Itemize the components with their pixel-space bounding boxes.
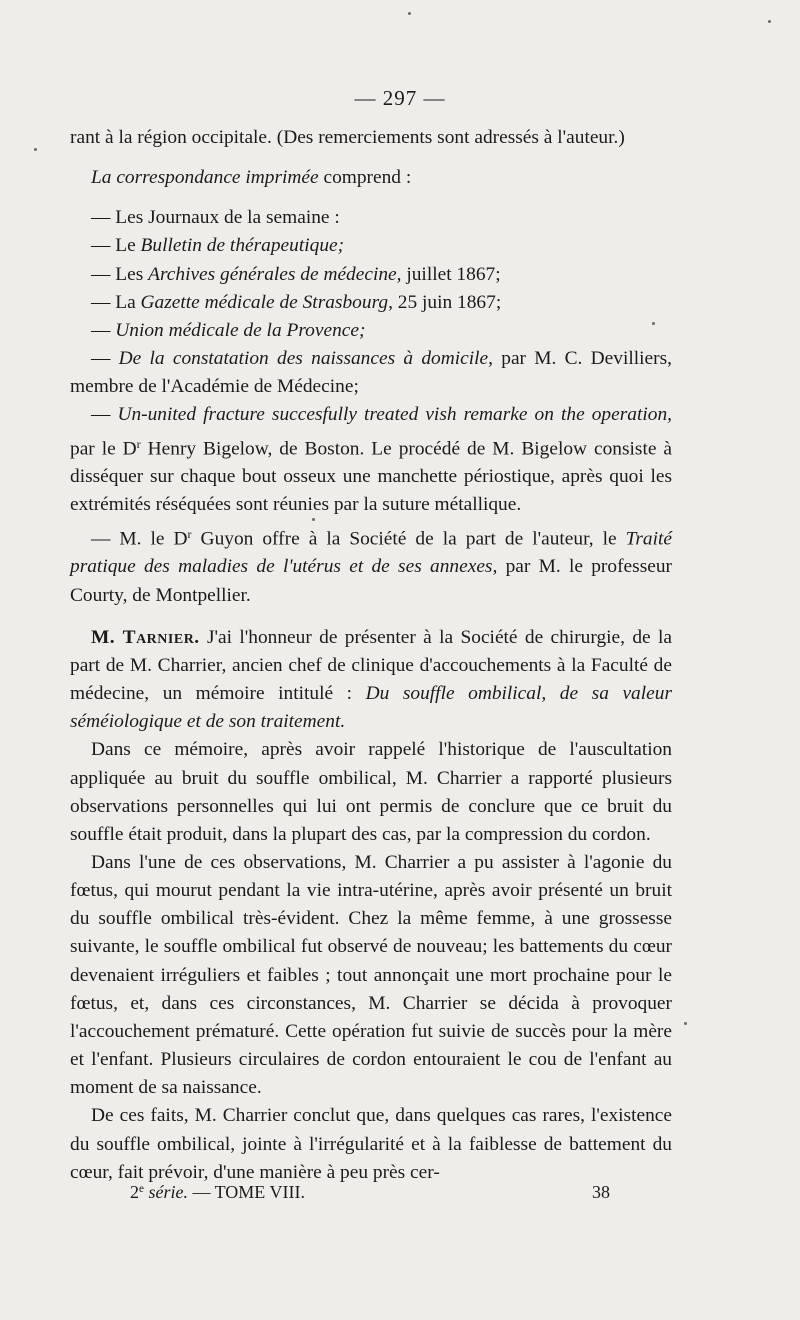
body-text — [70, 124, 672, 1187]
list-item-bigelow — [70, 401, 672, 519]
italic-text: Union médicale de la Provence; — [115, 319, 366, 341]
list-item-journaux: — Les Journaux de la semaine : — [91, 207, 340, 229]
text-run: Henry Bigelow, de Boston. Le procédé de M. Bigelow consiste à disséquer sur chaque bout osseux une manchette périostique, après quoi les extrémités réséquées sont réunies par la suture métallique. — [70, 438, 673, 516]
list-item-archives — [70, 261, 672, 289]
italic-text: Un-united fracture succesfully treated vish remarke on the operation, — [117, 404, 672, 426]
paragraph-observations: Dans l'une de ces observations, M. Charrier a pu assister à l'agonie du fœtus, qui mourut pendant la vie intra-utérine, après avoir présenté un bruit du souffle ombilical très-évident. Chez la même femme, à une grossesse suivante, le souffle ombilical fut observé de nouveau; les battements du cœur devenaient irréguliers et faibles ; tout annonçait une mort prochaine pour le fœtus, et, dans ces circonstances, M. Charrier se décida à provoquer l'accouchement prématuré. Cette opération fut suivie de succès pour la mère et l'enfant. Plusieurs circulaires de cordon entouraient le cou de l'enfant au moment de sa naissance. — [70, 851, 672, 1099]
list-item-gazette — [70, 289, 672, 317]
text-run: par M. C. Devilliers, membre de l'Académie de Médecine; — [70, 348, 672, 398]
series-word: série. — [143, 1182, 188, 1202]
text-run: — — [91, 348, 119, 370]
text-run: Guyon offre à la Société de la part de l'auteur, le — [191, 528, 626, 550]
list-item-constatation — [70, 345, 672, 401]
list-item-bulletin — [70, 232, 672, 260]
text-run: J'ai l'honneur de présenter à la Société de chirurgie, de la part de M. Charrier, ancien chef de clinique d'accouchements à la Faculté de médecine, un mémoire intitulé : — [70, 626, 672, 705]
ink-speck — [312, 518, 315, 521]
ink-speck — [408, 12, 411, 15]
italic-text: La correspondance imprimée — [91, 167, 319, 189]
superscript: e — [139, 1182, 144, 1195]
page-footer — [130, 1182, 610, 1210]
list-item-guyon — [70, 520, 672, 610]
paragraph-tarnier — [70, 624, 672, 737]
series-number: 2 — [130, 1182, 139, 1202]
series-label — [130, 1182, 305, 1203]
text-run: — M. le D — [91, 528, 188, 550]
italic-text: Gazette médicale de Strasbourg, — [140, 291, 393, 313]
paragraph-correspondance — [70, 164, 672, 192]
text-run: — Le — [91, 235, 141, 257]
italic-text: Traité pratique des maladies de l'utérus et de ses annexes, — [70, 528, 672, 578]
text-run: — — [91, 404, 118, 426]
text-run: par M. le professeur Courty, de Montpellier. — [70, 556, 673, 606]
ink-speck — [34, 148, 37, 151]
speaker-name: M. Tarnier. — [91, 626, 200, 648]
paragraph-memoire: Dans ce mémoire, après avoir rappelé l'historique de l'auscultation appliquée au bruit du souffle ombilical, M. Charrier a rapporté plusieurs observations personnelles qui lui ont permis de conclure que ce bruit du souffle était produit, dans la plupart des cas, par la compression du cordon. — [70, 739, 672, 845]
tome-label: — TOME VIII. — [187, 1182, 305, 1202]
italic-text: Archives générales de médecine, — [148, 263, 402, 285]
text-run: par le D — [70, 438, 137, 460]
ink-speck — [652, 322, 655, 325]
italic-text: Du souffle ombilical, de sa valeur séméiologique et de son traitement. — [70, 683, 672, 733]
paragraph-1: rant à la région occipitale. (Des remerciements sont adressés à l'auteur.) — [70, 127, 625, 148]
paragraph-conclusion: De ces faits, M. Charrier conclut que, dans quelques cas rares, l'existence du souffle ombilical, jointe à l'irrégularité et à la faiblesse de battement du cœur, fait prévoir, d'une manière à peu près cer- — [70, 1105, 672, 1183]
italic-text: Bulletin de thérapeutique; — [140, 235, 345, 257]
superscript: r — [136, 436, 141, 451]
list-item-union — [70, 317, 672, 345]
superscript: r — [187, 526, 192, 541]
text-run: 25 juin 1867; — [392, 291, 502, 313]
text-run: juillet 1867; — [401, 263, 501, 285]
page-number: — 297 — — [354, 86, 446, 110]
text-run: — La — [91, 291, 141, 313]
text-run: — — [91, 319, 116, 341]
text-run: comprend : — [318, 167, 412, 189]
text-run: — Les — [91, 263, 149, 285]
ink-speck — [768, 20, 771, 23]
ink-speck — [684, 1022, 687, 1025]
sheet-number: 38 — [592, 1182, 610, 1202]
italic-text: De la constatation des naissances à domicile, — [118, 348, 493, 370]
